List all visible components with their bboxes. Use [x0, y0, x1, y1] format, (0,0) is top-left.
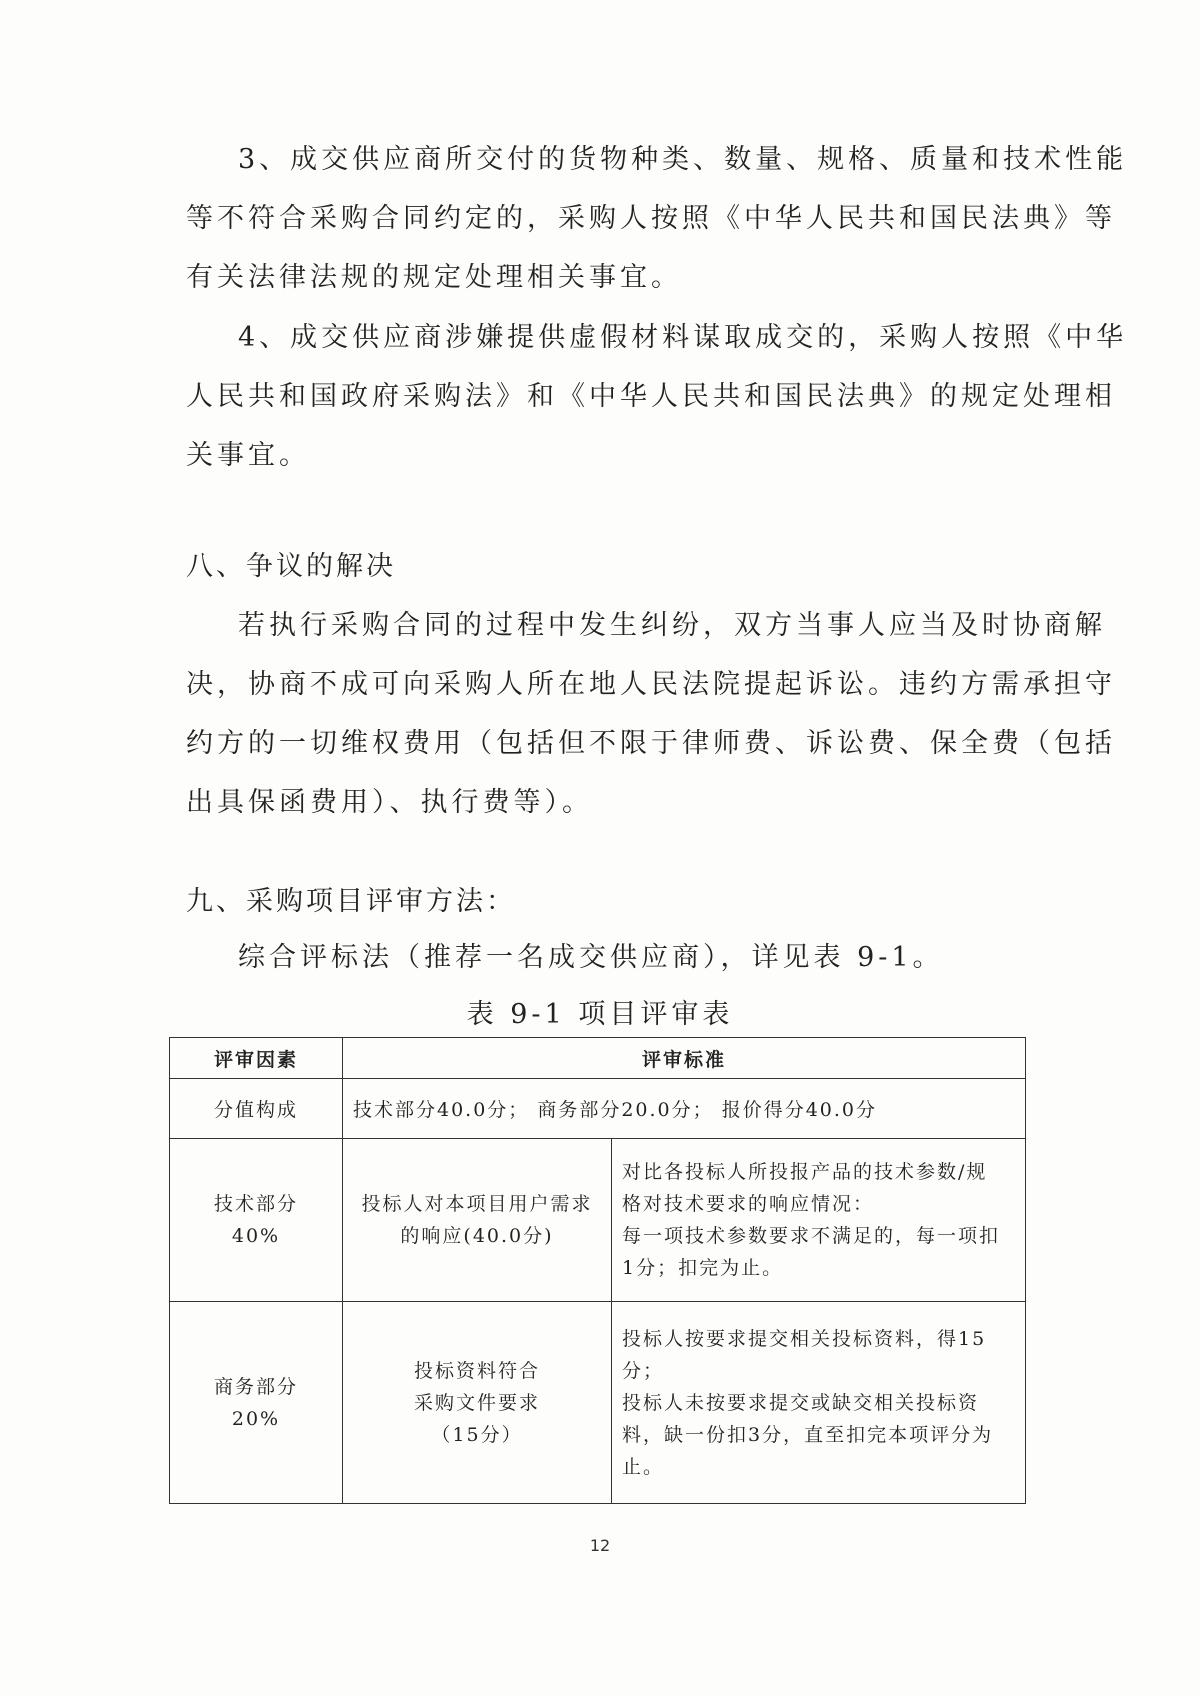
table-header-row — [170, 1038, 1026, 1079]
tech-factor-label: 技术部分 — [213, 1193, 298, 1215]
section8-line-1: 若执行采购合同的过程中发生纠纷，双方当事人应当及时协商解 — [238, 610, 1106, 641]
biz-factor — [170, 1302, 343, 1504]
biz-criteria-line: 投标人未按要求提交或缺交相关投标资 — [622, 1391, 980, 1414]
biz-criteria — [612, 1302, 1026, 1504]
tech-criteria-line: 格对技术要求的响应情况： — [622, 1193, 875, 1215]
section9-heading: 九、采购项目评审方法： — [186, 886, 516, 917]
biz-factor-weight: 20% — [231, 1407, 281, 1430]
table-caption: 表 9-1 项目评审表 — [466, 999, 734, 1030]
tech-item-line: 投标人对本项目用户需求 — [361, 1193, 593, 1215]
biz-row — [170, 1302, 1026, 1504]
tech-factor — [170, 1139, 343, 1302]
score-factor: 分值构成 — [170, 1079, 343, 1139]
page-number: 12 — [589, 1536, 611, 1555]
evaluation-table — [169, 1037, 1026, 1504]
biz-item-line: 投标资料符合 — [413, 1359, 540, 1382]
biz-criteria-line: 止。 — [622, 1455, 665, 1478]
score-row — [170, 1079, 1026, 1139]
biz-criteria-line: 分； — [622, 1359, 665, 1382]
item3-line-3: 有关法律法规的规定处理相关事宜。 — [186, 262, 682, 293]
tech-criteria-line: 对比各投标人所投报产品的技术参数/规 — [622, 1161, 988, 1183]
item3-line-1: 3、成交供应商所交付的货物种类、数量、规格、质量和技术性能 — [238, 144, 1128, 175]
tech-criteria-line: 每一项技术参数要求不满足的，每一项扣 — [622, 1225, 1001, 1247]
biz-item-line: 采购文件要求 — [413, 1391, 540, 1414]
tech-item — [343, 1139, 612, 1302]
biz-item-line: （15分） — [431, 1423, 523, 1446]
header-factor: 评审因素 — [170, 1038, 343, 1079]
tech-criteria — [612, 1139, 1026, 1302]
item4-line-2: 人民共和国政府采购法》和《中华人民共和国民法典》的规定处理相 — [186, 381, 1116, 412]
section8-line-2: 决，协商不成可向采购人所在地人民法院提起诉讼。违约方需承担守 — [186, 669, 1116, 700]
score-standard: 技术部分40.0分； 商务部分20.0分； 报价得分40.0分 — [343, 1079, 1026, 1139]
header-standard: 评审标准 — [343, 1038, 1026, 1079]
tech-item-line: 的响应(40.0分) — [400, 1225, 554, 1247]
tech-criteria-line: 1分；扣完为止。 — [622, 1257, 784, 1279]
item4-line-3: 关事宜。 — [186, 440, 310, 471]
biz-criteria-line: 料，缺一份扣3分，直至扣完本项评分为 — [622, 1423, 994, 1446]
section9-intro: 综合评标法（推荐一名成交供应商），详见表 9-1。 — [238, 942, 944, 973]
item4-line-1: 4、成交供应商涉嫌提供虚假材料谋取成交的，采购人按照《中华 — [238, 322, 1128, 353]
biz-criteria-line: 投标人按要求提交相关投标资料，得15 — [622, 1327, 987, 1350]
tech-row — [170, 1139, 1026, 1302]
biz-item — [343, 1302, 612, 1504]
section8-line-4: 出具保函费用）、执行费等）。 — [186, 787, 593, 818]
section8-line-3: 约方的一切维权费用（包括但不限于律师费、诉讼费、保全费（包括 — [186, 728, 1116, 759]
section8-heading: 八、争议的解决 — [186, 551, 396, 582]
biz-factor-label: 商务部分 — [213, 1375, 298, 1398]
item3-line-2: 等不符合采购合同约定的，采购人按照《中华人民共和国民法典》等 — [186, 203, 1116, 234]
tech-factor-weight: 40% — [231, 1225, 281, 1247]
